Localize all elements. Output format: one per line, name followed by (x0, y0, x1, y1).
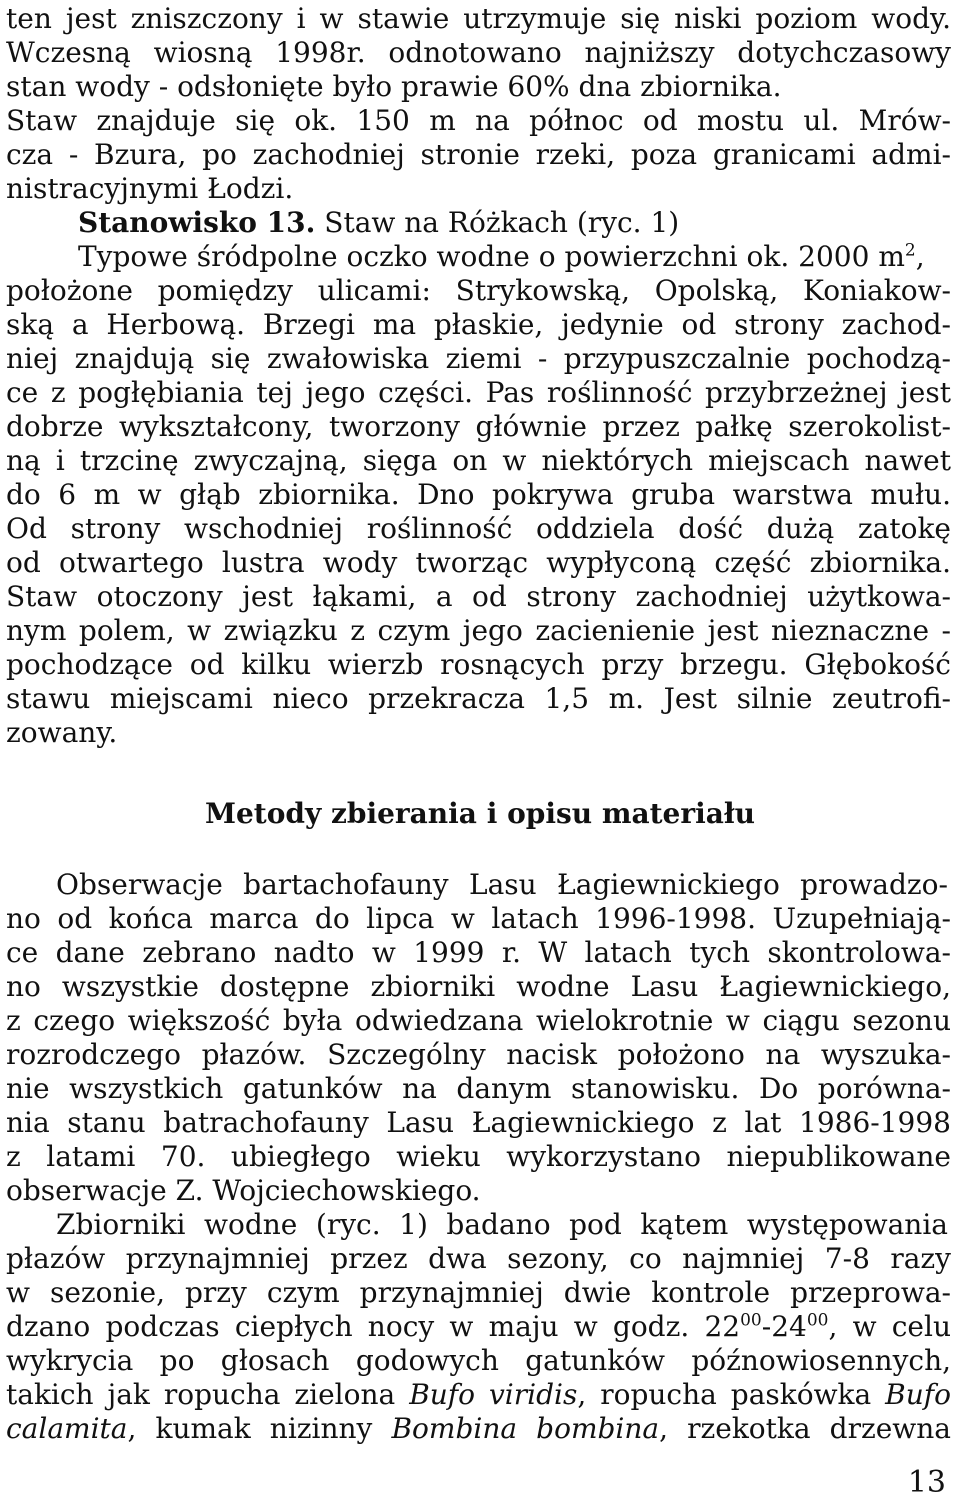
text-line: położone pomiędzy ulicami: Strykowską, Opolską, Koniakow- (6, 274, 951, 307)
text-line: ce dane zebrano nadto w 1999 r. W latach tych skontrolowa- (6, 936, 951, 969)
text-line (78, 240, 948, 274)
text-line: zowany. (6, 716, 118, 749)
text-line: Wczesną wiosną 1998r. odnotowano najniższy dotychczasowy (6, 36, 951, 69)
text-line: ską a Herbową. Brzegi ma płaskie, jedynie od strony zachod- (6, 308, 951, 341)
text-line: nie wszystkich gatunków na danym stanowisku. Do porówna- (6, 1072, 951, 1105)
superscript: 00 (806, 1310, 829, 1331)
text-line: nistracyjnymi Łodzi. (6, 172, 294, 205)
species-name: Bufo (885, 1378, 952, 1411)
text-line: no od końca marca do lipca w latach 1996-1998. Uzupełniają- (6, 902, 951, 935)
text-line: cza - Bzura, po zachodniej stronie rzeki, poza granicami admi- (6, 138, 951, 171)
station-title: Staw na Różkach (ryc. 1) (315, 206, 680, 239)
text-span: Typowe śródpolne oczko wodne o powierzchni ok. (78, 240, 790, 273)
text-line: ten jest zniszczony i w stawie utrzymuje się niski poziom wody. (6, 2, 951, 35)
text-line: płazów przynajmniej przez dwa sezony, co najmniej 7-8 razy (6, 1242, 951, 1275)
station-label: Stanowisko 13. (78, 206, 316, 239)
text-line: pochodzące od kilku wierzb rosnących przy brzegu. Głębokość (6, 648, 951, 681)
text-line: no wszystkie dostępne zbiorniki wodne Lasu Łagiewnickiego, (6, 970, 951, 1003)
species-name: Bombina bombina (391, 1412, 660, 1445)
text-line: ną i trzcinę zwyczajną, sięga on w niektórych miejscach nawet (6, 444, 951, 477)
text-line: obserwacje Z. Wojciechowskiego. (6, 1174, 481, 1207)
text-span: , kumak nizinny (127, 1412, 392, 1445)
text-span: , rzekotka drzewna (659, 1412, 951, 1445)
superscript: 00 (740, 1310, 762, 1331)
text-line (6, 1412, 951, 1446)
species-name: calamita (6, 1412, 128, 1445)
station-heading-line (78, 206, 948, 240)
text-line: dobrze wykształcony, tworzony głównie przez pałkę szerokolist- (6, 410, 951, 443)
text-span: , w celu (828, 1310, 951, 1343)
text-line: stawu miejscami nieco przekracza 1,5 m. Jest silnie zeutrofi- (6, 682, 951, 715)
text-span: dzano podczas ciepłych nocy w maju w godz. 22 (6, 1310, 741, 1343)
text-span: -24 (761, 1310, 807, 1343)
area-value: 2000 m (789, 240, 905, 273)
text-line (6, 1378, 951, 1412)
text-line: Staw znajduje się ok. 150 m na północ od mostu ul. Mrów- (6, 104, 951, 137)
text-span: , (915, 240, 925, 273)
text-line: rozrodczego płazów. Szczególny nacisk położono na wyszuka- (6, 1038, 951, 1071)
superscript: 2 (904, 240, 916, 261)
text-line: w sezonie, przy czym przynajmniej dwie kontrole przeprowa- (6, 1276, 951, 1309)
section-heading: Metody zbierania i opisu materiału (204, 797, 756, 830)
text-line: Obserwacje bartachofauny Lasu Łagiewnickiego prowadzo- (56, 868, 948, 901)
page-number: 13 (907, 1465, 946, 1500)
text-line: do 6 m w głąb zbiornika. Dno pokrywa gruba warstwa mułu. (6, 478, 951, 511)
text-line (6, 1310, 951, 1344)
text-line: niej znajdują się zwałowiska ziemi - przypuszczalnie pochodzą- (6, 342, 951, 375)
text-line: Staw otoczony jest łąkami, a od strony zachodniej użytkowa- (6, 580, 951, 613)
text-line: od otwartego lustra wody tworząc wypłyconą część zbiornika. (6, 546, 951, 579)
text-line: Od strony wschodniej roślinność oddziela dość dużą zatokę (6, 512, 951, 545)
text-line: nym polem, w związku z czym jego zacienienie jest nieznaczne - (6, 614, 951, 647)
text-line: stan wody - odsłonięte było prawie 60% dna zbiornika. (6, 70, 782, 103)
species-name: Bufo viridis (409, 1378, 578, 1411)
text-line: Zbiorniki wodne (ryc. 1) badano pod kątem występowania (56, 1208, 948, 1241)
text-span: takich jak ropucha zielona (6, 1378, 410, 1411)
text-span: , ropucha paskówka (577, 1378, 886, 1411)
text-line: ce z pogłębiania tej jego części. Pas roślinność przybrzeżnej jest (6, 376, 951, 409)
text-line: z latami 70. ubiegłego wieku wykorzystano niepublikowane (6, 1140, 951, 1173)
text-line: nia stanu batrachofauny Lasu Łagiewnickiego z lat 1986-1998 (6, 1106, 951, 1139)
text-line: wykrycia po głosach godowych gatunków późnowiosennych, (6, 1344, 951, 1377)
text-line: z czego większość była odwiedzana wielokrotnie w ciągu sezonu (6, 1004, 951, 1037)
